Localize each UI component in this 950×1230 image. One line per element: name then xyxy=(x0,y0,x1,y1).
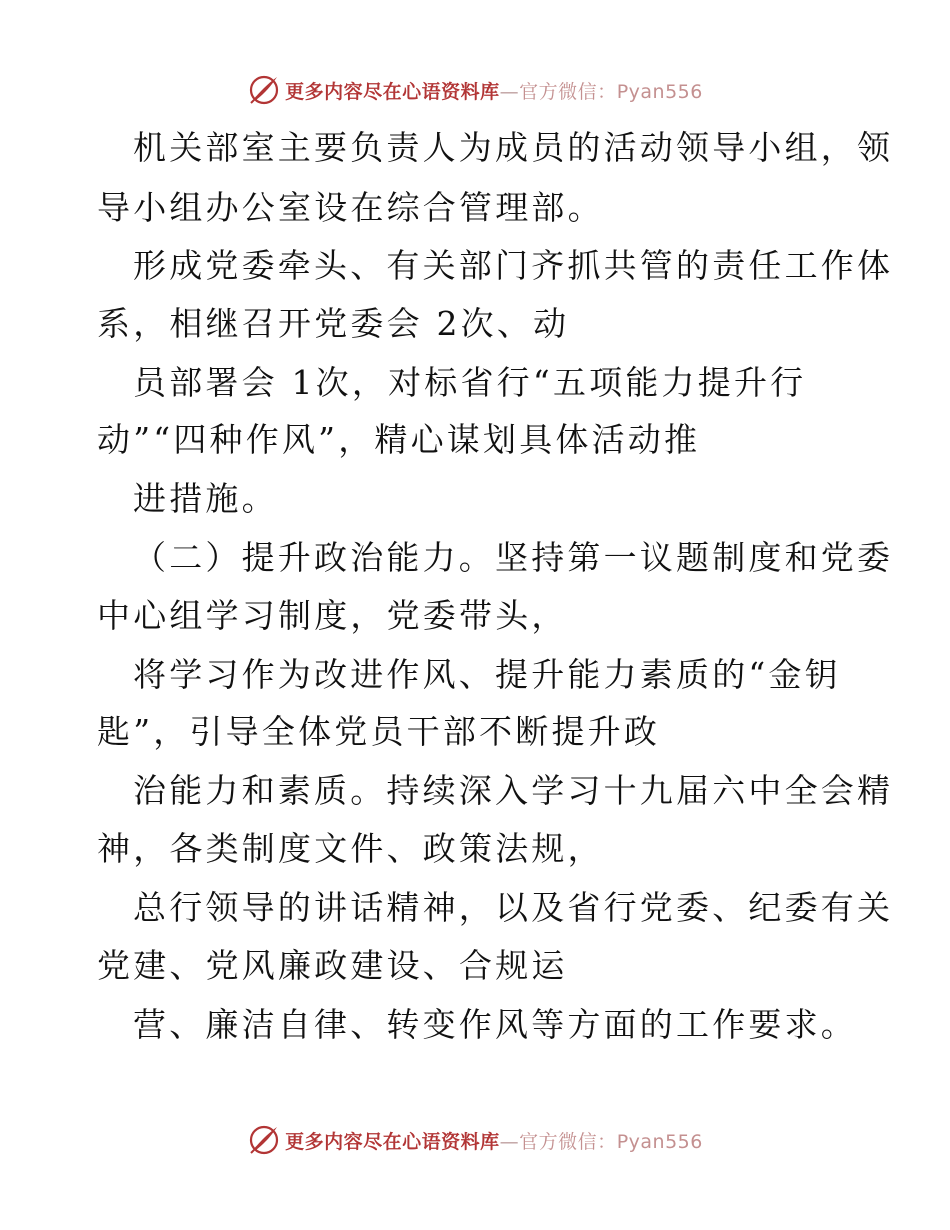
text-line: 机关部室主要负责人为成员的活动领导小组，领 xyxy=(133,128,894,167)
footer-separator: — xyxy=(499,1130,520,1153)
quill-pen-logo-icon xyxy=(247,73,281,107)
text-line: 营、廉洁自律、转变作风等方面的工作要求。 xyxy=(133,1005,857,1044)
text-line: 系，相继召开党委会 2次、动 xyxy=(97,304,570,343)
text-line: 员部署会 1次，对标省行“五项能力提升行 xyxy=(133,363,807,402)
text-line: （二）提升政治能力。坚持第一议题制度和党委 xyxy=(133,538,894,577)
text-line: 中心组学习制度，党委带头， xyxy=(97,596,568,635)
text-line: 治能力和素质。持续深入学习十九届六中全会精 xyxy=(133,771,894,810)
text-line: 匙”，引导全体党员干部不断提升政 xyxy=(97,712,661,751)
footer-wechat-label: 官方微信： xyxy=(519,1130,617,1153)
header-promo-text: 更多内容尽在心语资料库 xyxy=(285,80,500,103)
footer-watermark-banner xyxy=(0,1120,950,1160)
text-line: 动”“四种作风”，精心谋划具体活动推 xyxy=(97,420,701,459)
text-line: 党建、党风廉政建设、合规运 xyxy=(97,946,568,985)
header-wechat-id: Pyan556 xyxy=(616,80,703,103)
text-line: 将学习作为改进作风、提升能力素质的“金钥 xyxy=(133,655,841,694)
text-line: 形成党委牵头、有关部门齐抓共管的责任工作体 xyxy=(133,246,894,285)
footer-wechat-id: Pyan556 xyxy=(616,1130,703,1153)
footer-promo-line xyxy=(285,1127,703,1154)
header-promo-line xyxy=(285,77,703,104)
quill-pen-logo-icon xyxy=(247,1123,281,1157)
text-line: 导小组办公室设在综合管理部。 xyxy=(97,188,604,227)
footer-promo-text: 更多内容尽在心语资料库 xyxy=(285,1130,500,1153)
text-line: 进措施。 xyxy=(133,479,278,518)
header-separator: — xyxy=(499,80,520,103)
header-wechat-label: 官方微信： xyxy=(519,80,617,103)
text-line: 神，各类制度文件、政策法规， xyxy=(97,829,604,868)
text-line: 总行领导的讲话精神，以及省行党委、纪委有关 xyxy=(133,888,894,927)
header-watermark-banner xyxy=(0,70,950,110)
